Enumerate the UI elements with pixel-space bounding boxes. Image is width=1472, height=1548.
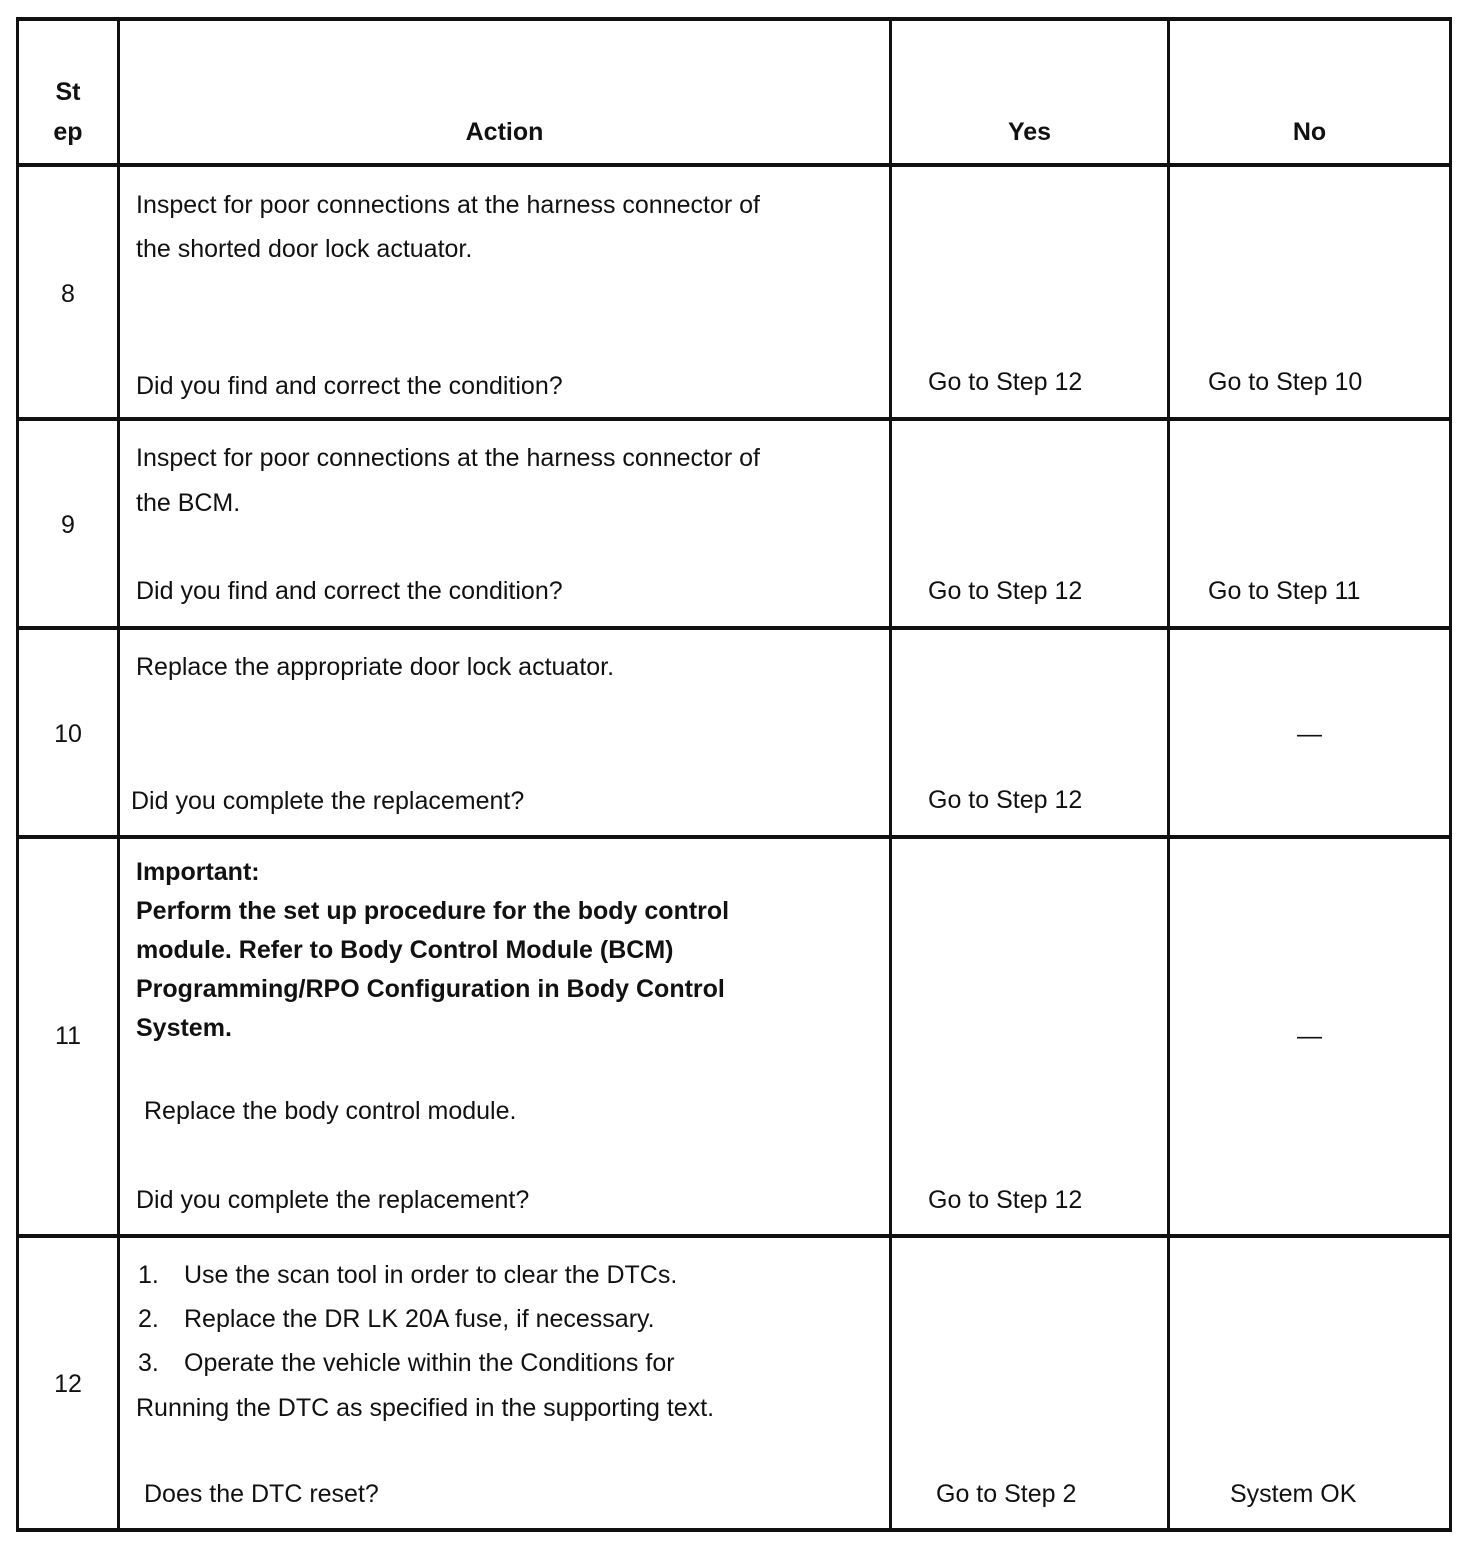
row-divider [16, 835, 1452, 839]
row-divider [16, 1234, 1452, 1238]
yes-outcome: Go to Step 12 [928, 786, 1083, 814]
action-question: Did you complete the replacement? [131, 787, 525, 815]
step-number: 8 [61, 280, 75, 308]
action-question: Did you complete the replacement? [136, 1186, 530, 1214]
important-text: Programming/RPO Configuration in Body Control [136, 975, 725, 1003]
column-divider [1167, 17, 1170, 1532]
important-label: Important: [136, 858, 260, 886]
yes-outcome: Go to Step 2 [936, 1480, 1077, 1508]
list-number: 2. [138, 1305, 159, 1333]
table-border-bottom [16, 1528, 1452, 1532]
no-outcome: — [1297, 1022, 1322, 1050]
action-question: Did you find and correct the condition? [136, 372, 563, 400]
column-divider [117, 17, 120, 1532]
header-no: No [1292, 118, 1327, 146]
step-number: 11 [55, 1022, 81, 1050]
list-item-text: Replace the DR LK 20A fuse, if necessary. [184, 1305, 655, 1333]
table-border-left [16, 17, 19, 1532]
important-text: System. [136, 1014, 232, 1042]
list-number: 1. [138, 1261, 159, 1289]
list-item-text: Use the scan tool in order to clear the DTCs. [184, 1261, 678, 1289]
step-number: 12 [54, 1370, 82, 1398]
action-question: Does the DTC reset? [144, 1480, 379, 1508]
action-text: the shorted door lock actuator. [136, 235, 473, 263]
action-text: Inspect for poor connections at the harness connector of [136, 444, 760, 472]
table-border-top [16, 17, 1452, 21]
list-number: 3. [138, 1349, 159, 1377]
table-border-right [1449, 17, 1452, 1532]
important-text: Perform the set up procedure for the body control [136, 897, 730, 925]
column-divider [889, 17, 892, 1532]
no-outcome: — [1297, 720, 1322, 748]
no-outcome: Go to Step 11 [1208, 577, 1361, 605]
step-number: 9 [61, 511, 75, 539]
header-step-line2: ep [53, 118, 83, 146]
header-step-line1: St [55, 78, 81, 106]
header-divider [16, 163, 1452, 167]
action-text: Replace the body control module. [144, 1097, 517, 1125]
no-outcome: System OK [1230, 1480, 1357, 1508]
important-text: module. Refer to Body Control Module (BCM) [136, 936, 674, 964]
list-item-text: Operate the vehicle within the Conditions for [184, 1349, 675, 1377]
action-text: Inspect for poor connections at the harness connector of [136, 191, 760, 219]
action-question: Did you find and correct the condition? [136, 577, 563, 605]
step-number: 10 [54, 720, 82, 748]
yes-outcome: Go to Step 12 [928, 577, 1083, 605]
no-outcome: Go to Step 10 [1208, 368, 1363, 396]
yes-outcome: Go to Step 12 [928, 1186, 1083, 1214]
diagnostic-table [16, 17, 1452, 1532]
action-text: Replace the appropriate door lock actuator. [136, 653, 615, 681]
row-divider [16, 626, 1452, 630]
yes-outcome: Go to Step 12 [928, 368, 1083, 396]
header-yes: Yes [1007, 118, 1052, 146]
header-action: Action [465, 118, 544, 146]
row-divider [16, 417, 1452, 421]
action-text: the BCM. [136, 489, 241, 517]
list-continuation: Running the DTC as specified in the supporting text. [136, 1394, 715, 1422]
